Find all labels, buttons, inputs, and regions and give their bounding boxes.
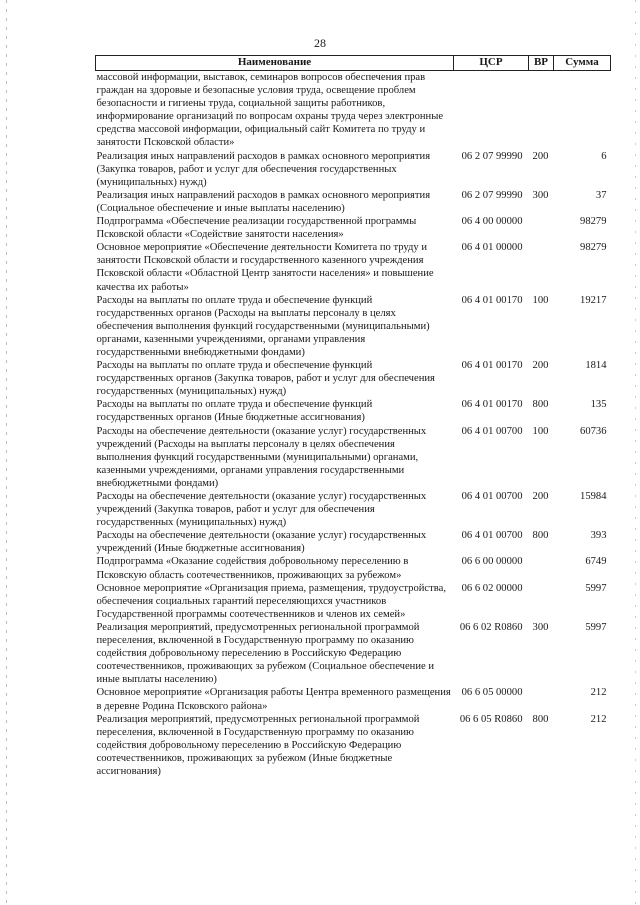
table-body xyxy=(96,71,611,779)
scan-edge-left xyxy=(6,0,7,905)
row-csr: 06 6 02 00000 xyxy=(461,582,523,594)
row-name: Подпрограмма «Обеспечение реализации государственной программы Псковской области «Содействие занятости населения» xyxy=(96,216,417,241)
row-name: Расходы на выплаты по оплате труда и обеспечение функций государственных органов (Расходы на выплаты персоналу в целях обеспечения выполнения функций государственными (муниципальными) органами, казенными учреждениями, органами управления государственными внебюджетными фондами) xyxy=(96,294,430,358)
row-name: Реализация мероприятий, предусмотренных региональной программой переселения, включенной в Государственную программу по оказанию содействия добровольному переселению в Российскую Федерацию соотечественников, проживающих за рубежом (Социальное обеспечение и иные выплаты населению) xyxy=(96,621,435,686)
row-sum: 212 xyxy=(590,687,607,699)
row-name: Расходы на выплаты по оплате труда и обеспечение функций государственных органов (Закупка товаров, работ и услуг для обеспечения государственных (муниципальных) нужд) xyxy=(96,360,435,398)
table-row xyxy=(96,621,611,686)
row-csr xyxy=(454,71,529,150)
row-csr: 06 4 01 00700 xyxy=(461,491,523,502)
row-name: Расходы на обеспечение деятельности (оказание услуг) государственных учреждений (Иные бюджетные ассигнования) xyxy=(96,530,427,555)
row-sum: 135 xyxy=(590,399,607,411)
row-sum: 19217 xyxy=(580,294,607,306)
row-sum: 5997 xyxy=(585,582,607,594)
table-row xyxy=(96,294,611,359)
row-sum: 98279 xyxy=(580,242,607,254)
row-csr: 06 4 00 00000 xyxy=(461,216,523,228)
row-csr: 06 4 01 00700 xyxy=(461,425,523,437)
scan-edge-right xyxy=(635,0,636,905)
row-vr xyxy=(529,555,554,581)
row-sum: 37 xyxy=(595,189,607,201)
budget-table xyxy=(95,55,611,778)
table-row xyxy=(96,215,611,241)
row-vr: 300 xyxy=(532,189,549,201)
row-name: Основное мероприятие «Организация приема, размещения, трудоустройства, обеспечения социальных гарантий переселяющихся участников Государственной программы соотечественников и членов их семей» xyxy=(96,582,446,620)
row-sum: 60736 xyxy=(580,425,607,437)
header-row xyxy=(96,56,611,71)
table-row xyxy=(96,398,611,424)
row-sum xyxy=(554,71,611,150)
table-row xyxy=(96,686,611,712)
row-csr: 06 4 01 00000 xyxy=(461,242,523,254)
row-vr: 800 xyxy=(532,713,549,725)
page-number: 28 xyxy=(314,36,326,50)
header-sum: Сумма xyxy=(554,56,611,71)
row-sum: 212 xyxy=(590,713,607,725)
row-name: массовой информации, выставок, семинаров вопросов обеспечения прав граждан на здоровые и безопасные условия труда, освещение проблем безопасности и гигиены труда, социальной защиты работников, информирование организаций по вопросам охраны труда через электронные средства массовой информации, официальный сайт Комитета по труду и занятости Псковской области» xyxy=(96,72,444,149)
row-sum: 6 xyxy=(601,150,607,162)
table-row xyxy=(96,189,611,215)
row-vr: 300 xyxy=(532,621,549,633)
table-row xyxy=(96,582,611,621)
row-vr: 100 xyxy=(532,294,549,306)
row-csr: 06 6 05 R0860 xyxy=(459,713,523,725)
row-csr: 06 6 00 00000 xyxy=(461,556,523,568)
row-sum: 98279 xyxy=(580,216,607,228)
row-name: Реализация иных направлений расходов в рамках основного мероприятия (Закупка товаров, работ и услуг для обеспечения государственных (муниципальных) нужд) xyxy=(96,150,431,188)
row-csr: 06 4 01 00170 xyxy=(461,360,523,372)
row-vr: 200 xyxy=(532,150,549,162)
table-header xyxy=(96,56,611,71)
row-vr xyxy=(529,71,554,150)
row-csr: 06 4 01 00700 xyxy=(461,530,523,542)
row-csr: 06 4 01 00170 xyxy=(461,294,523,306)
row-sum: 6749 xyxy=(585,556,607,568)
row-csr: 06 4 01 00170 xyxy=(461,399,523,411)
header-csr: ЦСР xyxy=(454,56,529,71)
row-csr: 06 2 07 99990 xyxy=(461,189,523,201)
row-name: Расходы на выплаты по оплате труда и обеспечение функций государственных органов (Иные бюджетные ассигнования) xyxy=(96,399,373,424)
row-sum: 1814 xyxy=(585,360,607,372)
table-row xyxy=(96,359,611,398)
row-vr xyxy=(529,582,554,621)
row-vr: 100 xyxy=(532,425,549,437)
row-vr: 800 xyxy=(532,530,549,542)
table-row xyxy=(96,425,611,490)
header-name: Наименование xyxy=(96,56,454,71)
table-row xyxy=(96,529,611,555)
row-vr xyxy=(529,241,554,293)
row-name: Реализация мероприятий, предусмотренных региональной программой переселения, включенной в Государственную программу по оказанию содействия добровольному переселению в Российскую Федерацию соотечественников, проживающих за рубежом (Иные бюджетные ассигнования) xyxy=(96,713,420,777)
row-vr: 200 xyxy=(532,491,549,502)
row-csr: 06 6 05 00000 xyxy=(461,687,523,699)
row-name: Реализация иных направлений расходов в рамках основного мероприятия (Социальное обеспечение и иные выплаты населению) xyxy=(96,189,431,214)
table-row xyxy=(96,490,611,529)
table-row xyxy=(96,150,611,189)
row-csr: 06 6 02 R0860 xyxy=(459,621,523,633)
row-vr: 200 xyxy=(532,360,549,372)
row-vr: 800 xyxy=(532,399,549,411)
table-row xyxy=(96,241,611,293)
header-vr: ВР xyxy=(529,56,554,71)
row-name: Расходы на обеспечение деятельности (оказание услуг) государственных учреждений (Закупка товаров, работ и услуг для обеспечения государственных (муниципальных) нужд) xyxy=(96,491,427,529)
row-name: Основное мероприятие «Обеспечение деятельности Комитета по труду и занятости Псковской области и государственного казенного учреждения Псковской области «Областной Центр занятости населения» и повышение качества их работы» xyxy=(96,242,434,293)
row-name: Основное мероприятие «Организация работы Центра временного размещения в деревне Родина Псковского района» xyxy=(96,687,451,712)
row-vr xyxy=(529,686,554,712)
row-vr xyxy=(529,215,554,241)
row-sum: 393 xyxy=(590,530,607,542)
table-row xyxy=(96,555,611,581)
row-csr: 06 2 07 99990 xyxy=(461,150,523,162)
row-sum: 5997 xyxy=(585,621,607,633)
table-row xyxy=(96,713,611,778)
row-name: Подпрограмма «Оказание содействия добровольному переселению в Псковскую область соотечественников, проживающих за рубежом» xyxy=(96,556,409,581)
table-row xyxy=(96,71,611,150)
row-sum: 15984 xyxy=(580,491,607,502)
row-name: Расходы на обеспечение деятельности (оказание услуг) государственных учреждений (Расходы на выплаты персоналу в целях обеспечения выполнения функций государственными (муниципальными) органами, казенными учреждениями, органами управления государственными внебюджетными фондами) xyxy=(96,425,427,489)
